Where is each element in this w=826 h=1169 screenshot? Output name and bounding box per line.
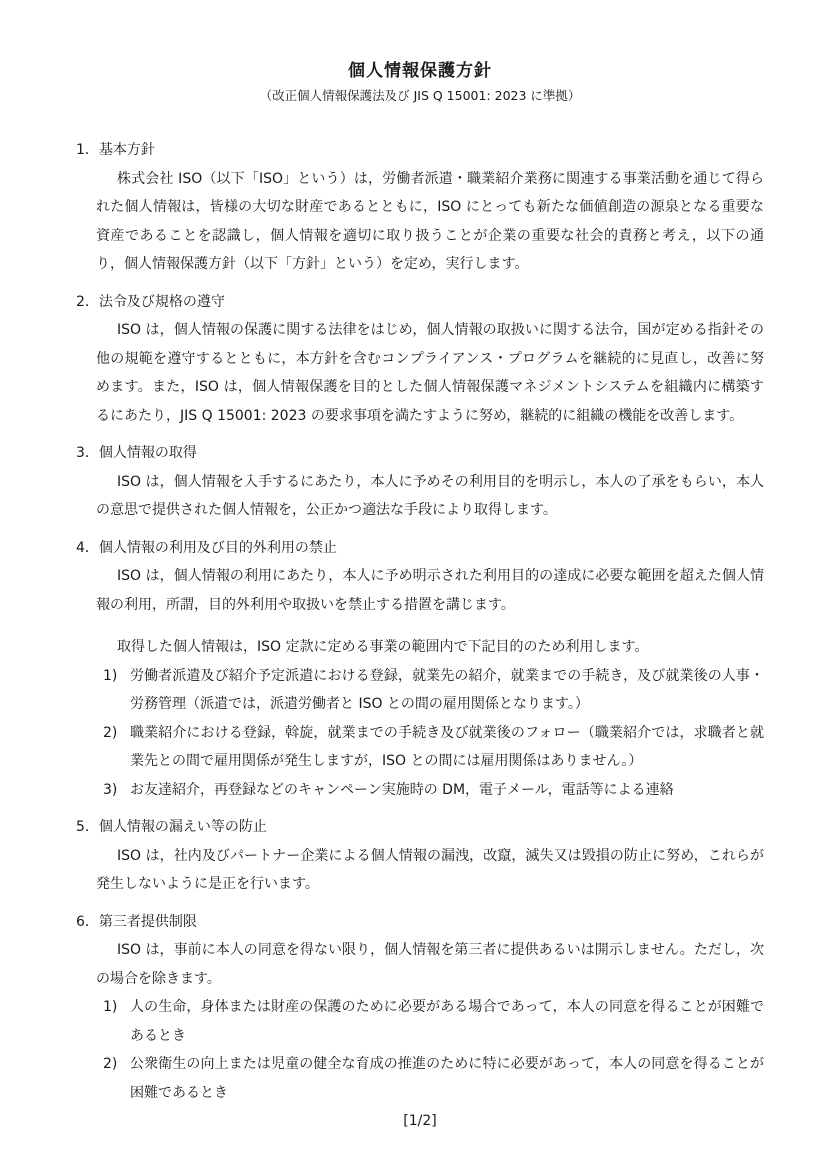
- section-body: [96, 468, 764, 525]
- section-title: 法令及び規格の遵守: [98, 293, 225, 310]
- paragraph: ISO は，個人情報の保護に関する法律をはじめ，個人情報の取扱いに関する法令，国が定める指針その他の規範を遵守するとともに，本方針を含むコンプライアンス・プログラムを継続的に見直し，改善に努めます。また，ISO は，個人情報保護を目的とした個人情報保護マネジメントシステムを組織内に構築するにあたり，JIS Q 15001: 2023 の要求事項を満たすように努め，継続的に組織の機能を改善します。: [96, 322, 764, 424]
- section-heading: [76, 288, 764, 317]
- section-title: 基本方針: [98, 142, 155, 158]
- list-marker: 2): [103, 1056, 118, 1072]
- section-number: 5．: [76, 819, 99, 835]
- list-item: [96, 719, 764, 776]
- list-item-text: 公衆衛生の向上または児童の健全な育成の推進のために特に必要があって，本人の同意を得ることが困難であるとき: [130, 1056, 764, 1101]
- list-marker: 2): [103, 724, 118, 741]
- paragraph: 株式会社 ISO（以下「ISO」という）は，労働者派遣・職業紹介業務に関連する事業活動を通じて得られた個人情報は，皆様の大切な財産であるとともに，ISO にとっても新たな価値創造の源泉となる重要な資産であることを認識し，個人情報を適切に取り扱うことが企業の重要な社会的責務と考え，以下の通り，個人情報保護方針（以下「方針」という）を定め，実行します。: [96, 170, 764, 272]
- section-heading: [76, 439, 764, 468]
- paragraph: 取得した個人情報は，ISO 定款に定める事業の範囲内で下記目的のため利用します。: [117, 639, 649, 655]
- section-body: [96, 165, 764, 279]
- exception-list: [96, 993, 764, 1107]
- list-marker: 1): [103, 999, 118, 1015]
- list-item: [96, 776, 764, 805]
- section-title: 第三者提供制限: [98, 913, 197, 930]
- section-number: 3．: [76, 445, 99, 461]
- paragraph: ISO は，事前に本人の同意を得ない限り，個人情報を第三者に提供あるいは開示しません。ただし，次の場合を除きます。: [96, 942, 764, 987]
- list-marker: 1): [103, 667, 118, 684]
- section-title: 個人情報の漏えい等の防止: [98, 819, 267, 835]
- list-item: [96, 993, 764, 1050]
- section-body: [96, 842, 764, 899]
- list-item: [96, 1050, 764, 1107]
- paragraph: ISO は，社内及びパートナー企業による個人情報の漏洩，改竄，滅失又は毀損の防止に努め，これらが発生しないように是正を行います。: [96, 847, 764, 892]
- section-heading: [76, 136, 764, 165]
- section-third-party: [76, 908, 764, 1108]
- section-number: 2．: [76, 293, 99, 310]
- document-subtitle: （改正個人情報保護法及び JIS Q 15001: 2023 に準拠）: [259, 88, 581, 103]
- section-body: [96, 316, 764, 430]
- purpose-list: [96, 662, 764, 805]
- section-use-restriction: [76, 534, 764, 805]
- section-basic-policy: [76, 136, 764, 279]
- paragraph: ISO は，個人情報を入手するにあたり，本人に予めその利用目的を明示し，本人の了承をもらい，本人の意思で提供された個人情報を，公正かつ適法な手段により取得します。: [96, 473, 764, 518]
- section-number: 4．: [76, 539, 99, 556]
- list-item-text: 職業紹介における登録，斡旋，就業までの手続き及び就業後のフォロー（職業紹介では，求職者と就業先との間で雇用関係が発生しますが，ISO との間には雇用関係はありません。）: [130, 724, 764, 769]
- list-item-text: お友達紹介，再登録などのキャンペーン実施時の DM，電子メール，電話等による連絡: [130, 781, 674, 798]
- section-heading: [76, 908, 764, 937]
- section-number: 1．: [76, 142, 99, 158]
- section-body: [96, 936, 764, 1107]
- section-title: 個人情報の利用及び目的外利用の禁止: [98, 539, 337, 556]
- list-item: [96, 662, 764, 719]
- section-heading: [76, 813, 764, 842]
- section-number: 6．: [76, 913, 99, 930]
- list-marker: 3): [103, 781, 118, 798]
- section-title: 個人情報の取得: [98, 445, 197, 461]
- page-number: [1/2]: [403, 1113, 437, 1129]
- section-acquisition: [76, 439, 764, 525]
- list-item-text: 人の生命，身体または財産の保護のために必要がある場合であって，本人の同意を得ることが困難であるとき: [130, 999, 764, 1044]
- list-item-text: 労働者派遣及び紹介予定派遣における登録，就業先の紹介，就業までの手続き，及び就業後の人事・労務管理（派遣では，派遣労働者と ISO との間の雇用関係となります。）: [130, 667, 764, 712]
- document-body: [76, 136, 764, 1107]
- document-title: 個人情報保護方針: [348, 61, 492, 81]
- section-body: [96, 562, 764, 804]
- paragraph: ISO は，個人情報の利用にあたり，本人に予め明示された利用目的の達成に必要な範囲を超えた個人情報の利用，所謂，目的外利用や取扱いを禁止する措置を講じます。: [96, 568, 764, 613]
- section-heading: [76, 534, 764, 563]
- section-leak-prevention: [76, 813, 764, 899]
- section-law-compliance: [76, 288, 764, 431]
